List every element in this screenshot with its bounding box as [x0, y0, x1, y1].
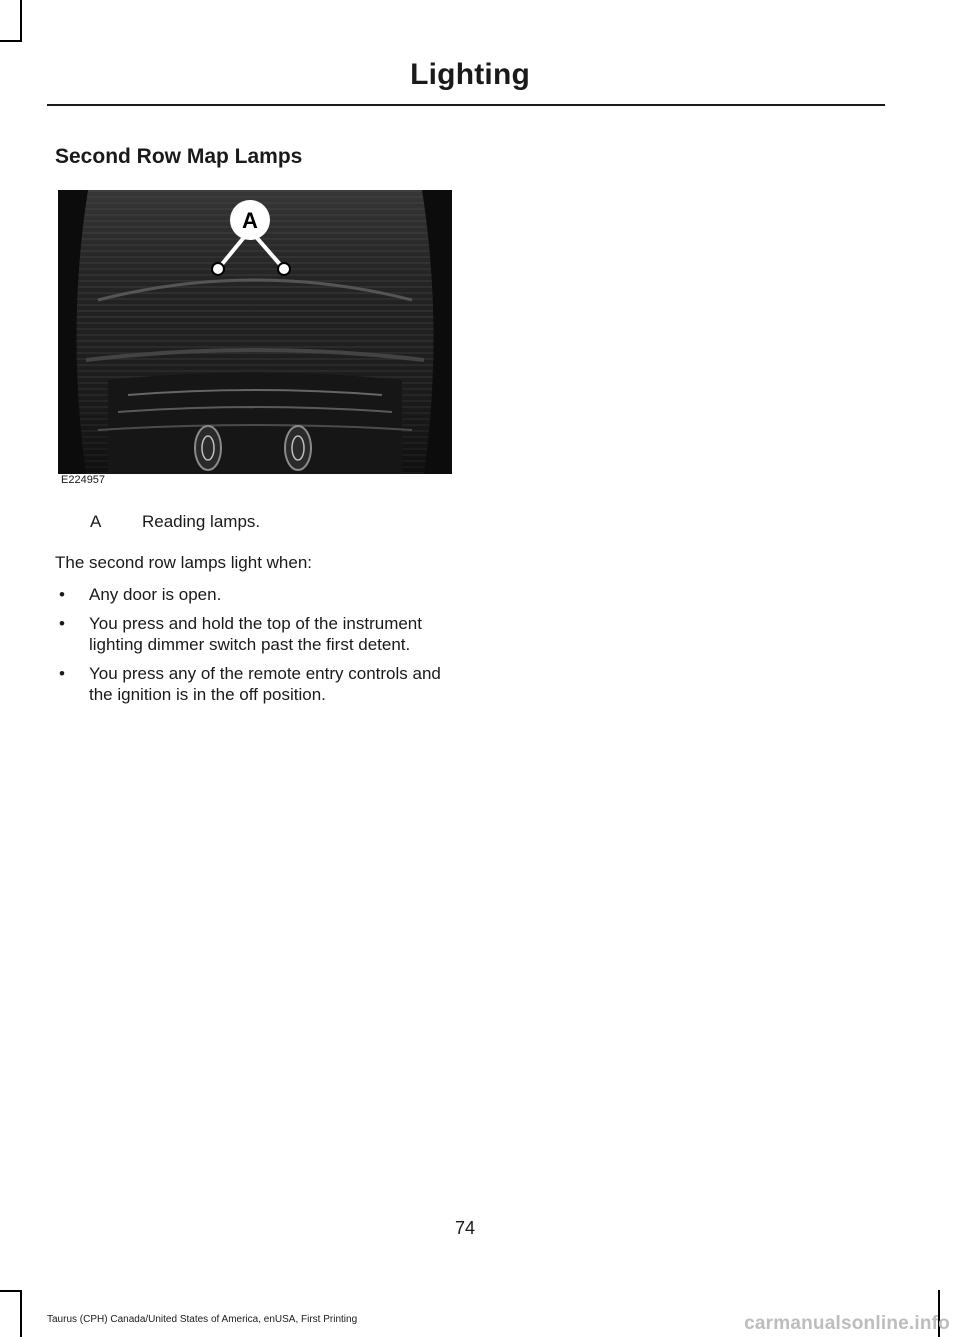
legend-description: Reading lamps.: [142, 512, 261, 531]
leader-dot: [212, 263, 224, 275]
bullet-marker: •: [59, 664, 65, 683]
bullet-list: [55, 584, 455, 713]
list-item-text: You press any of the remote entry controls and the ignition is in the off position.: [89, 664, 441, 704]
footer-text: Taurus (CPH) Canada/United States of America, enUSA, First Printing: [47, 1314, 358, 1325]
headliner-illustration: [58, 190, 452, 474]
callout-letter: A: [242, 208, 258, 233]
legend-row: [90, 512, 260, 532]
page-number: 74: [454, 1218, 476, 1238]
crop-mark: [20, 1290, 22, 1337]
bullet-marker: •: [59, 614, 65, 633]
section-heading: Second Row Map Lamps: [55, 145, 303, 168]
crop-mark: [0, 1290, 20, 1292]
watermark[interactable]: carmanualsonline.info: [744, 1313, 950, 1334]
figure-id: E224957: [58, 474, 108, 486]
header-divider: [47, 104, 885, 106]
reading-lamps-figure: [58, 190, 452, 474]
list-item-text: Any door is open.: [89, 585, 222, 604]
body-intro: The second row lamps light when:: [55, 553, 313, 572]
crop-mark: [20, 0, 22, 42]
list-item: [55, 663, 455, 705]
legend-letter: A: [90, 512, 102, 531]
list-item-text: You press and hold the top of the instrument lighting dimmer switch past the first detent.: [89, 614, 422, 654]
list-item: [55, 584, 455, 605]
page-title: Lighting: [410, 58, 530, 91]
list-item: [55, 613, 455, 655]
leader-dot: [278, 263, 290, 275]
crop-mark: [0, 40, 20, 42]
bullet-marker: •: [59, 585, 65, 604]
